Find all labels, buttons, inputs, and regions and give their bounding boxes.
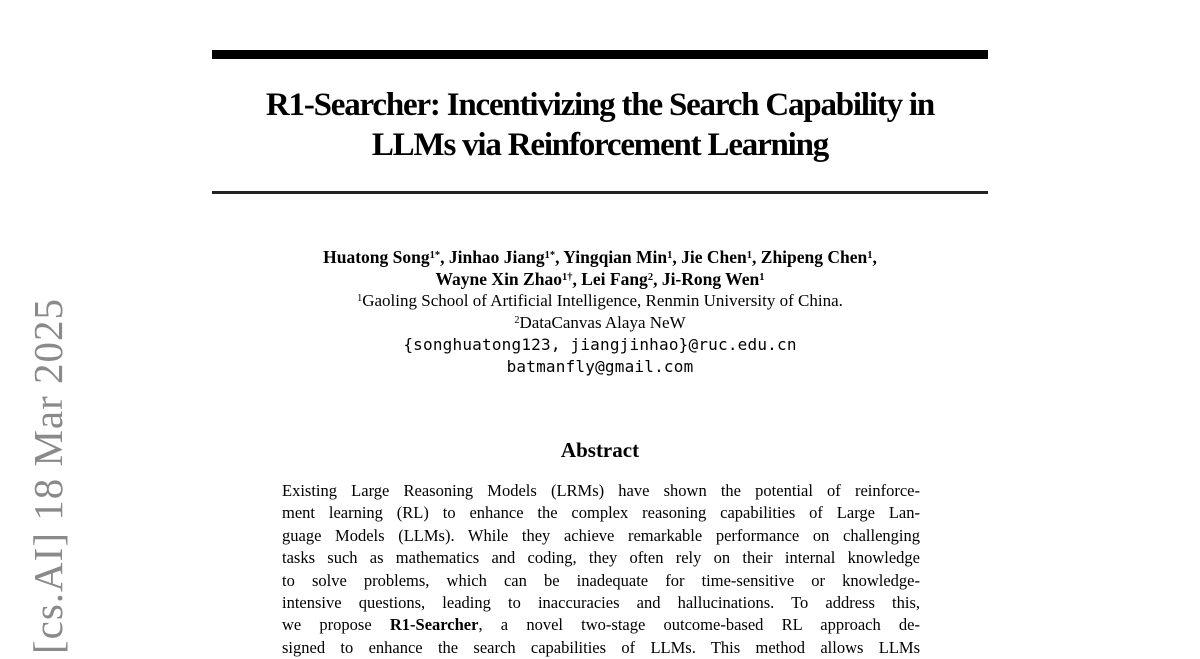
abstract-line: we propose R1-Searcher, a novel two-stage outcome-based RL approach de- — [282, 615, 920, 635]
abstract-body — [282, 480, 920, 659]
title-rule-top — [212, 50, 988, 59]
arxiv-watermark: [cs.AI] 18 Mar 2025 — [25, 297, 71, 654]
abstract-heading: Abstract — [560, 438, 640, 462]
email-line-single: batmanfly@gmail.com — [506, 357, 694, 376]
affiliation-line-2: $^2$DataCanvas Alaya NeW — [514, 313, 686, 332]
abstract-line: tasks such as mathematics and coding, they often rely on their internal knowledge — [282, 548, 920, 568]
title-rule-bottom — [212, 191, 988, 194]
email-line-group: {songhuatong123, jiangjinhao}@ruc.edu.cn — [403, 335, 797, 354]
authors-block — [150, 246, 1050, 378]
affiliation-line-1: $^1$Gaoling School of Artificial Intelligence, Renmin University of China. — [357, 291, 843, 310]
paper-title — [150, 85, 1050, 165]
abstract-line: guage Models (LLMs). While they achieve remarkable performance on challenging — [282, 525, 920, 545]
paper-title-line2: LLMs via Reinforcement Learning — [371, 127, 829, 163]
abstract-line: signed to enhance the search capabilities of LLMs. This method allows LLMs — [282, 637, 920, 657]
paper-title-line1: R1-Searcher: Incentivizing the Search Capability in — [265, 87, 935, 123]
author-line-2: Wayne Xin Zhao$^{1\dagger}$, Lei Fang$^2$, Ji-Rong Wen$^1$ — [435, 269, 765, 289]
abstract-line: intensive questions, leading to inaccuracies and hallucinations. To address this, — [282, 592, 920, 612]
author-line-1: Huatong Song$^{1*}$, Jinhao Jiang$^{1*}$, Yingqian Min$^1$, Jie Chen$^1$, Zhipeng Chen$^1$, — [323, 247, 877, 267]
abstract-line: ment learning (RL) to enhance the complex reasoning capabilities of Large Lan- — [282, 503, 920, 523]
abstract-line: to solve problems, which can be inadequate for time-sensitive or knowledge- — [282, 570, 920, 590]
abstract-line: Existing Large Reasoning Models (LRMs) have shown the potential of reinforce- — [282, 481, 920, 500]
